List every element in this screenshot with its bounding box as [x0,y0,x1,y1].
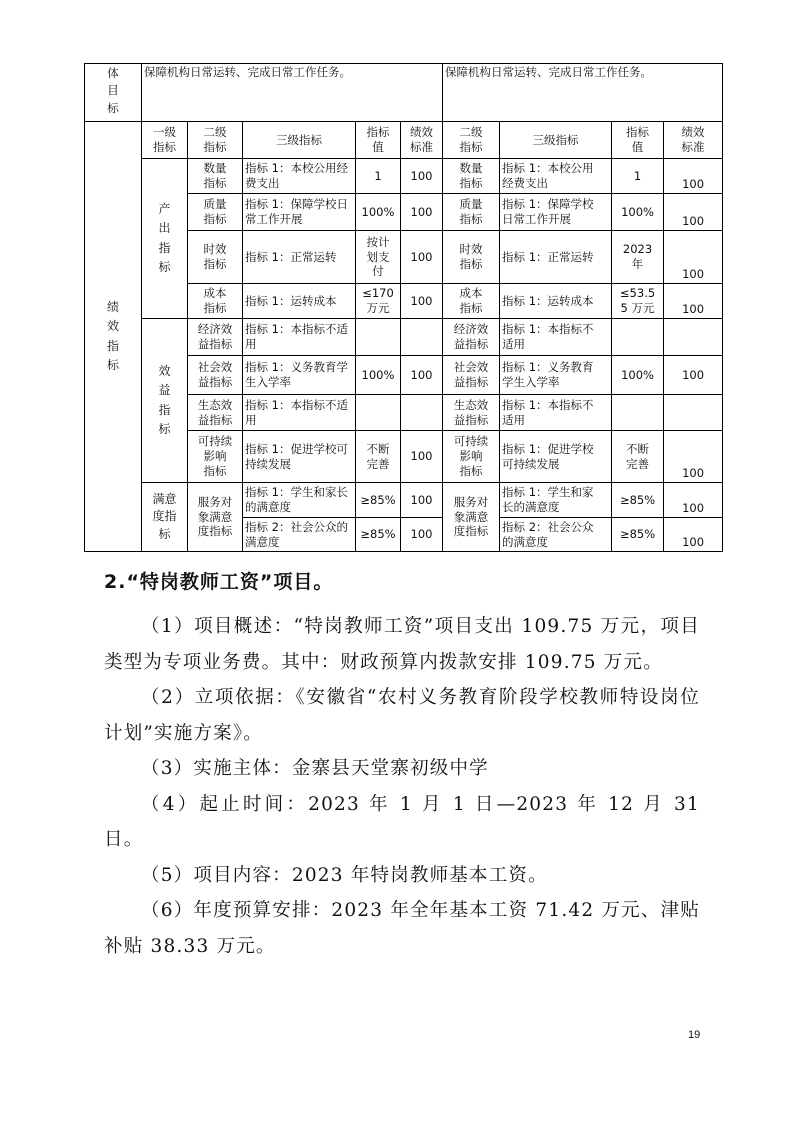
row-level2-right: 经济效 益指标 [443,319,500,356]
row-level3: 指标 1：本校公用经费支出 [243,159,356,194]
group-output-indicators: 产 出 指 标 [142,159,188,319]
row-level2: 质量 指标 [188,194,243,231]
row-level3-right: 指标 1：学生和家 长的满意度 [500,483,612,518]
row-standard-right: 100 [664,431,723,483]
row-value: 1 [356,159,401,194]
row-value-right: 2023 年 [612,231,664,284]
row-value: ≥85% [356,518,401,552]
row-level3: 指标 1：运转成本 [243,284,356,319]
row-level2-right: 社会效 益指标 [443,356,500,395]
header-value: 指标 值 [356,122,401,159]
row-level3-right: 指标 1：促进学校 可持续发展 [500,431,612,483]
row-standard: 100 [401,159,443,194]
row-level3-right: 指标 1：正常运转 [500,231,612,284]
row-standard [401,319,443,356]
row-level3: 指标 1：学生和家长的满意度 [243,483,356,518]
paragraph-period: （4）起止时间：2023 年 1 月 1 日—2023 年 12 月 31 日。 [104,793,700,850]
row-level2-right: 成本 指标 [443,284,500,319]
row-level3-right: 指标 1：本指标不 适用 [500,319,612,356]
row-level2: 数量 指标 [188,159,243,194]
row-level2: 可持续 影响 指标 [188,431,243,483]
header-level3-right: 三级指标 [500,122,612,159]
row-value-right: ≥85% [612,518,664,552]
header-standard: 绩效 标准 [401,122,443,159]
row-level2-right: 质量 指标 [443,194,500,231]
row-standard: 100 [401,483,443,518]
header-level2-right: 二级 指标 [443,122,500,159]
row-standard-right [664,319,723,356]
goal-label-cell: 体 目 标 [85,64,142,122]
row-value-right: ≤53.5 5 万元 [612,284,664,319]
paragraph-overview: （1）项目概述：“特岗教师工资”项目支出 109.75 万元，项目类型为专项业务费。其中：财政预算内拨款安排 109.75 万元。 [104,616,700,673]
row-level2-right: 数量 指标 [443,159,500,194]
row-value: 不断 完善 [356,431,401,483]
row-value-right: 100% [612,194,664,231]
group-benefit-indicators: 效 益 指 标 [142,319,188,483]
row-standard-right: 100 [664,356,723,395]
row-value: ≥85% [356,483,401,518]
goal-text-right: 保障机构日常运转、完成日常工作任务。 [443,64,723,122]
row-standard-right: 100 [664,518,723,552]
row-value-right [612,319,664,356]
paragraph-subject: （3）实施主体：金寨县天堂寨初级中学 [141,758,489,779]
row-level2-right: 生态效 益指标 [443,395,500,431]
row-level3-right: 指标 1：保障学校 日常工作开展 [500,194,612,231]
goal-text-left: 保障机构日常运转、完成日常工作任务。 [142,64,443,122]
row-standard: 100 [401,194,443,231]
group-satisfaction-indicators: 满意 度指 标 [142,483,188,552]
row-standard-right: 100 [664,231,723,284]
row-level2: 成本 指标 [188,284,243,319]
row-level2: 经济效 益指标 [188,319,243,356]
row-standard-right: 100 [664,483,723,518]
row-level2: 服务对 象满意 度指标 [188,483,243,552]
row-standard-right: 100 [664,194,723,231]
row-value-right: 不断 完善 [612,431,664,483]
paragraph-content: （5）项目内容：2023 年特岗教师基本工资。 [141,864,548,886]
row-level2: 社会效 益指标 [188,356,243,395]
row-value-right: 1 [612,159,664,194]
header-level2: 二级 指标 [188,122,243,159]
header-standard-right: 绩效 标准 [664,122,723,159]
row-value: 按计 划支 付 [356,231,401,284]
row-standard: 100 [401,284,443,319]
header-level1: 一级 指标 [142,122,188,159]
row-value: 100% [356,356,401,395]
row-level3: 指标 1：正常运转 [243,231,356,284]
row-level2-right: 服务对 象满意 度指标 [443,483,500,552]
row-level3: 指标 1：本指标不适用 [243,319,356,356]
row-level3-right: 指标 1：义务教育 学生入学率 [500,356,612,395]
row-value-right [612,395,664,431]
section-body [104,609,700,964]
row-level3: 指标 1：促进学校可持续发展 [243,431,356,483]
row-level2-right: 可持续 影响 指标 [443,431,500,483]
header-value-right: 指标 值 [612,122,664,159]
row-standard [401,395,443,431]
row-level3: 指标 1：义务教育学生入学率 [243,356,356,395]
row-level3-right: 指标 1：本指标不 适用 [500,395,612,431]
row-level3: 指标 1：本指标不适用 [243,395,356,431]
row-value: ≤170 万元 [356,284,401,319]
performance-indicator-table [84,63,723,552]
row-level3-right: 指标 1：运转成本 [500,284,612,319]
row-level2: 生态效 益指标 [188,395,243,431]
row-standard-right [664,395,723,431]
row-level3: 指标 2：社会公众的满意度 [243,518,356,552]
row-value [356,319,401,356]
row-standard: 100 [401,518,443,552]
row-level3-right: 指标 2：社会公众 的满意度 [500,518,612,552]
paragraph-budget: （6）年度预算安排：2023 年全年基本工资 71.42 万元、津贴补贴 38.33 万元。 [104,900,700,957]
performance-label-cell: 绩 效 指 标 [85,122,142,552]
row-level2-right: 时效 指标 [443,231,500,284]
row-level2: 时效 指标 [188,231,243,284]
header-level3: 三级指标 [243,122,356,159]
row-level3-right: 指标 1：本校公用 经费支出 [500,159,612,194]
row-standard-right: 100 [664,284,723,319]
row-value [356,395,401,431]
section-heading: 2.“特岗教师工资”项目。 [104,571,334,593]
row-standard: 100 [401,231,443,284]
row-standard-right: 100 [664,159,723,194]
row-value-right: ≥85% [612,483,664,518]
page-number: 19 [688,1029,701,1041]
row-standard: 100 [401,431,443,483]
row-level3: 指标 1：保障学校日常工作开展 [243,194,356,231]
row-value: 100% [356,194,401,231]
paragraph-basis: （2）立项依据：《安徽省“农村义务教育阶段学校教师特设岗位计划”实施方案》。 [104,687,700,744]
row-standard: 100 [401,356,443,395]
row-value-right: 100% [612,356,664,395]
